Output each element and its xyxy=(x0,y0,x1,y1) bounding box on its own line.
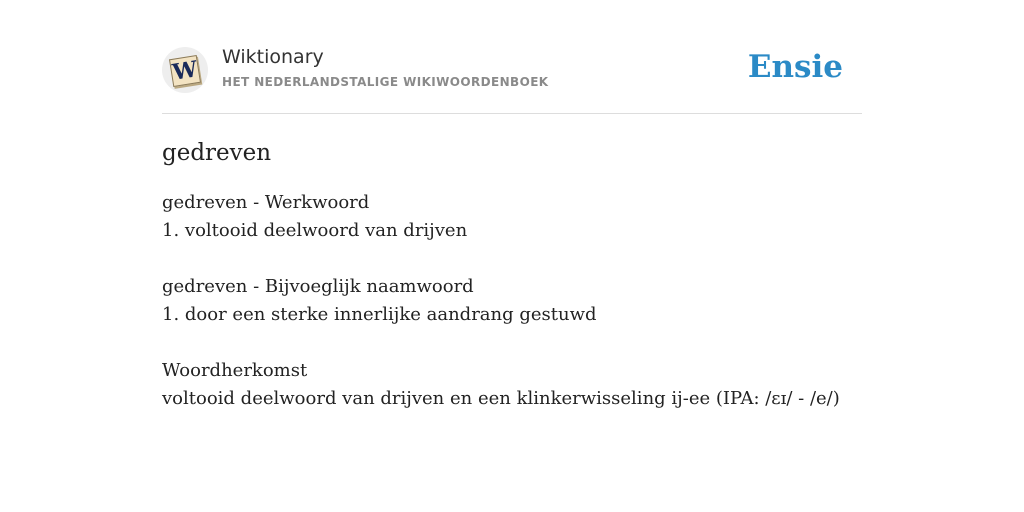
page-title: gedreven xyxy=(162,140,272,166)
entry-definition: 1. door een sterke innerlijke aandrang gestuwd xyxy=(162,304,597,325)
logo-tile xyxy=(169,55,201,87)
entry-bijvoeglijk-naamwoord xyxy=(162,273,862,329)
site-subtitle: HET NEDERLANDSTALIGE WIKIWOORDENBOEK xyxy=(222,75,549,89)
entry-heading: gedreven - Werkwoord xyxy=(162,192,370,213)
entry-werkwoord xyxy=(162,189,862,245)
entry-definition: 1. voltooid deelwoord van drijven xyxy=(162,220,468,241)
entry-woordherkomst xyxy=(162,357,862,413)
entry-heading: gedreven - Bijvoeglijk naamwoord xyxy=(162,276,474,297)
logo-letter: W xyxy=(170,56,200,86)
entry-definition: voltooid deelwoord van drijven en een klinkerwisseling ij-ee (IPA: /ɛɪ/ - /e/) xyxy=(162,388,840,409)
ensie-brand-logo[interactable]: Ensie xyxy=(747,49,843,85)
entry-heading: Woordherkomst xyxy=(162,360,308,381)
site-name-link[interactable]: Wiktionary xyxy=(222,46,324,68)
definition-content xyxy=(162,137,862,413)
site-header xyxy=(162,44,862,114)
wiktionary-logo-icon[interactable] xyxy=(162,47,208,93)
